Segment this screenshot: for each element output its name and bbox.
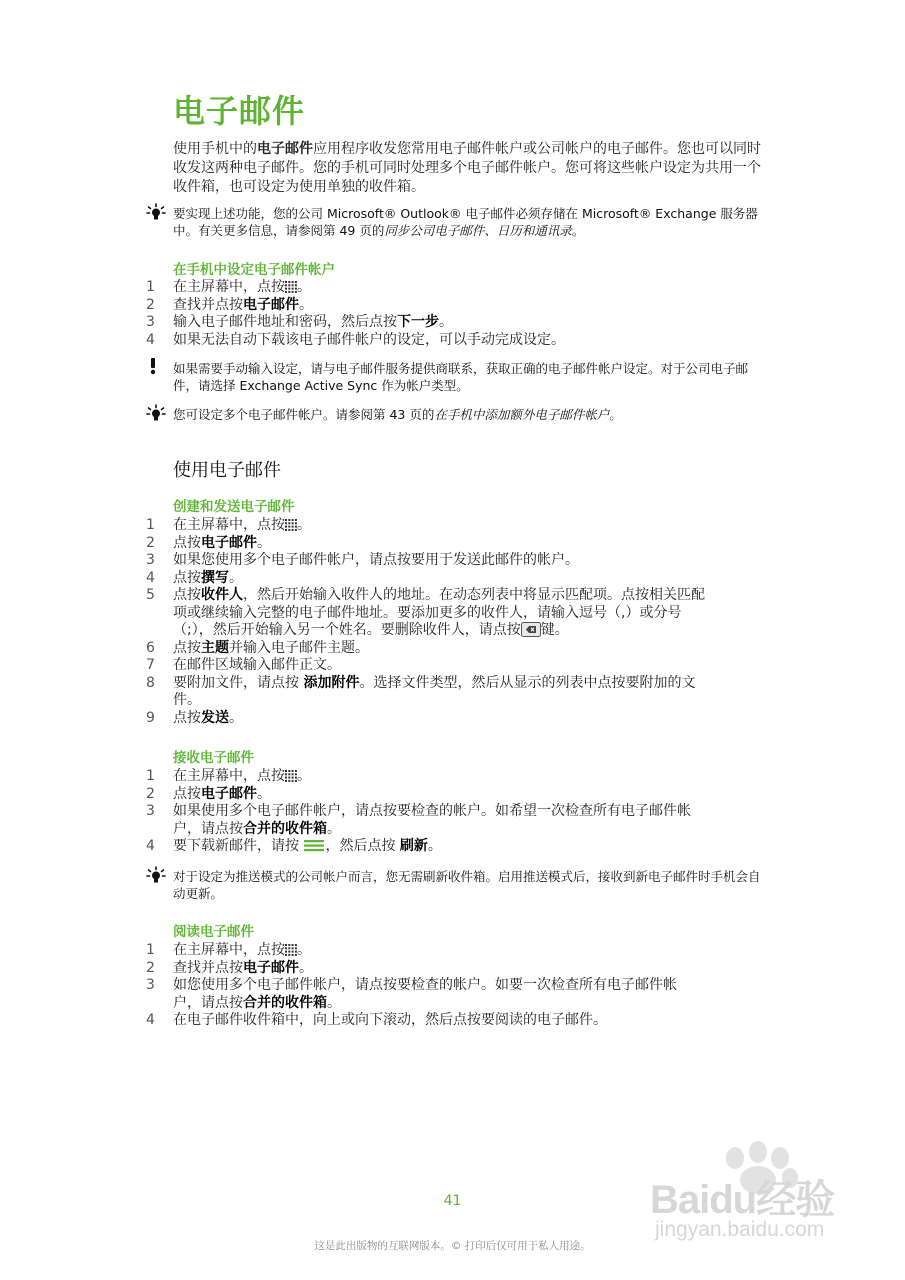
tip-note-push-mode: 对于设定为推送模式的公司帐户而言，您无需刷新收件箱。启用推送模式后，接收到新电子邮件时手机会自动更新。 (173, 869, 761, 901)
page-title: 电子邮件 (173, 92, 306, 130)
list-item: 4 在电子邮件收件箱中，向上或向下滚动，然后点按要阅读的电子邮件。 (146, 1012, 607, 1028)
list-item: 6 点按主题并输入电子邮件主题。 (146, 639, 369, 656)
receive-steps (146, 768, 746, 856)
list-item: 1 在主屏幕中，点按 。 (146, 942, 311, 958)
list-item: 4 要下载新邮件，请按 ，然后点按 刷新。 (146, 838, 442, 854)
list-item: 4 如果无法自动下载该电子邮件帐户的设定，可以手动完成设定。 (146, 331, 565, 348)
watermark-brand: Baidu经验 (650, 1178, 835, 1222)
warning-note-manual-setup: 如果需要手动输入设定，请与电子邮件服务提供商联系，获取正确的电子邮件帐户设定。对于公司电子邮件，请选择 Exchange Active Sync 作为帐户类型。 (173, 361, 749, 393)
list-item: 1 在主屏幕中，点按 。 (146, 279, 311, 295)
tip-note-multiple-accounts: 您可设定多个电子邮件帐户。请参阅第 43 页的在手机中添加额外电子邮件帐户。 (173, 407, 622, 422)
send-steps (146, 517, 746, 727)
app-grid-icon (285, 770, 297, 782)
lightbulb-icon (146, 866, 166, 884)
section-heading-read: 阅读电子邮件 (173, 924, 254, 940)
list-item: 2 查找并点按电子邮件。 (146, 959, 313, 976)
app-grid-icon (285, 281, 297, 293)
page-number: 41 (443, 1193, 462, 1209)
section-heading-receive: 接收电子邮件 (173, 750, 254, 766)
app-grid-icon (285, 519, 297, 531)
setup-steps (146, 279, 746, 349)
list-item: 3 如果您使用多个电子邮件帐户，请点按要用于发送此邮件的帐户。 (146, 552, 579, 568)
section-heading-setup: 在手机中设定电子邮件帐户 (173, 262, 335, 278)
list-item: 7 在邮件区域输入邮件正文。 (146, 657, 341, 673)
watermark-url: jingyan.baidu.com (655, 1218, 825, 1241)
footer-copyright: 这是此出版物的互联网版本。© 打印后仅可用于私人用途。 (314, 1240, 591, 1252)
list-item: 3 如果使用多个电子邮件帐户，请点按要检查的帐户。如希望一次检查所有电子邮件帐户，请点按合并的收件箱。 (146, 803, 691, 837)
list-item: 8 要附加文件，请点按 添加附件。选择文件类型，然后从显示的列表中点按要附加的文件。 (146, 674, 696, 708)
backspace-key-icon (521, 622, 541, 637)
list-item: 9 点按发送。 (146, 709, 243, 726)
list-item: 1 在主屏幕中，点按 。 (146, 768, 311, 784)
list-item: 1 在主屏幕中，点按 。 (146, 517, 311, 533)
list-item: 4 点按撰写。 (146, 569, 243, 586)
app-grid-icon (285, 944, 297, 956)
lightbulb-icon (146, 404, 166, 422)
read-steps (146, 942, 746, 1030)
list-item: 5 点按收件人，然后开始输入收件人的地址。在动态列表中将显示匹配项。点按相关匹配项或继续输入完整的电子邮件地址。要添加更多的收件人，请输入逗号（,）或分号（;），然后开始输入另一个姓名。要删除收件人，请点按 键。 (146, 587, 705, 638)
section-heading-send: 创建和发送电子邮件 (173, 499, 295, 515)
list-item: 3 输入电子邮件地址和密码，然后点按下一步。 (146, 314, 453, 330)
list-item: 2 查找并点按电子邮件。 (146, 296, 313, 313)
section-heading-use-email: 使用电子邮件 (173, 460, 281, 481)
intro-paragraph: 使用手机中的电子邮件应用程序收发您常用电子邮件帐户或公司帐户的电子邮件。您也可以同时收发这两种电子邮件。您的手机可同时处理多个电子邮件帐户。您可将这些帐户设定为共用一个收件箱，也可设定为使用单独的收件箱。 (173, 141, 761, 195)
list-item: 3 如您使用多个电子邮件帐户，请点按要检查的帐户。如要一次检查所有电子邮件帐户，请点按合并的收件箱。 (146, 977, 677, 1011)
list-item: 2 点按电子邮件。 (146, 785, 271, 802)
tip-note-exchange: 要实现上述功能，您的公司 Microsoft® Outlook® 电子邮件必须存储在 Microsoft® Exchange 服务器中。有关更多信息，请参阅第 49 页的同步公司电子邮件、日历和通讯录。 (173, 206, 758, 238)
exclamation-icon (148, 357, 158, 375)
lightbulb-icon (146, 203, 166, 221)
list-item: 2 点按电子邮件。 (146, 534, 271, 551)
menu-key-icon (303, 838, 325, 853)
